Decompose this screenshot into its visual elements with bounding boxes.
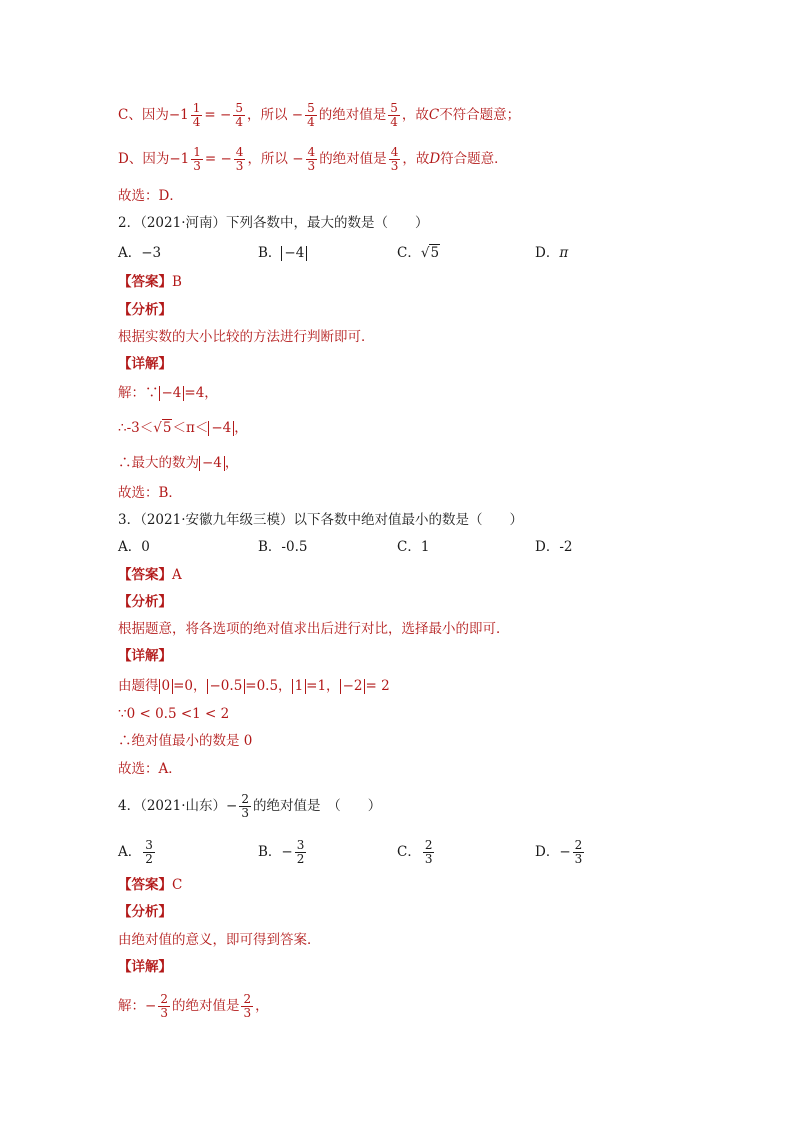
q3-step-2: ∵0 < 0.5 <1 < 2 [118, 706, 230, 722]
q3-detail-tag: 【详解】 [118, 648, 172, 664]
q2-analysis: 根据实数的大小比较的方法进行判断即可． [118, 329, 375, 345]
q2-step-3: ∴最大的数为 −4 ， [118, 455, 239, 471]
fraction: $\frac{4}{3}$ [235, 145, 244, 173]
q2-choice: 故选：B． [118, 485, 182, 501]
option-c-explanation: C、因为−1 $\frac{1}{4}$ = − $\frac{5}{4}$ ，所以 − $\frac{5}{4}$ 的绝对值是 $\frac{5}{4}$ ，故C不符合题意； [118, 101, 521, 129]
q4-option-c: C． $\frac{2}{3}$ [397, 838, 433, 866]
q2-option-a: A．−3 [118, 245, 162, 261]
fraction: $\frac{4}{3}$ [390, 145, 399, 173]
fraction: $\frac{5}{4}$ [390, 101, 398, 129]
q4-detail-tag: 【详解】 [118, 959, 172, 975]
fraction: $\frac{5}{4}$ [307, 101, 315, 129]
question-3-stem: 3．（2021·安徽九年级三模）以下各数中绝对值最小的数是（ ） [118, 512, 523, 528]
q4-step-1: 解：− $\frac{2}{3}$ 的绝对值是 $\frac{2}{3}$ ， [118, 992, 269, 1020]
fraction: $\frac{1}{4}$ [192, 101, 201, 129]
q3-option-a: A．0 [118, 539, 150, 555]
fraction: $\frac{5}{4}$ [235, 101, 243, 129]
q2-step-1: 解：∵ −4 =4， [118, 385, 218, 401]
q3-option-b: B．-0.5 [258, 539, 308, 555]
q4-analysis: 由绝对值的意义，即可得到答案． [118, 932, 321, 948]
q2-answer: 【答案】B [118, 274, 182, 290]
question-2-stem: 2．（2021·河南）下列各数中，最大的数是（ ） [118, 215, 429, 231]
q3-option-c: C．1 [397, 539, 430, 555]
q4-option-b: B．− $\frac{3}{2}$ [258, 838, 305, 866]
fraction: $\frac{2}{3}$ [241, 792, 249, 820]
q2-option-b: B． −4 [258, 243, 307, 263]
q4-option-d: D．− $\frac{2}{3}$ [535, 838, 583, 866]
q3-analysis-tag: 【分析】 [118, 594, 172, 610]
fraction: $\frac{1}{3}$ [193, 145, 201, 173]
q2-detail-tag: 【详解】 [118, 356, 172, 372]
q3-option-d: D．-2 [535, 539, 573, 555]
q2-option-d: D．π [535, 245, 569, 261]
prev-choice: 故选：D． [118, 188, 183, 204]
q2-option-c: C．√5 [397, 245, 440, 261]
q4-option-a: A． $\frac{3}{2}$ [118, 838, 153, 866]
q4-analysis-tag: 【分析】 [118, 904, 172, 920]
q4-answer: 【答案】C [118, 877, 183, 893]
q3-answer: 【答案】A [118, 567, 182, 583]
q3-analysis: 根据题意，将各选项的绝对值求出后进行对比，选择最小的即可． [118, 621, 510, 637]
question-4-stem: 4．（2021·山东）− $\frac{2}{3}$ 的绝对值是 （ ） [118, 792, 382, 820]
text: C、因为 [118, 107, 169, 123]
q3-step-3: ∴绝对值最小的数是 0 [118, 733, 253, 749]
q2-step-2: ∴-3＜√5＜π＜ −4 ， [118, 420, 248, 436]
fraction: $\frac{4}{3}$ [307, 145, 316, 173]
q2-analysis-tag: 【分析】 [118, 302, 172, 318]
q3-choice: 故选：A． [118, 761, 182, 777]
option-d-explanation: D、因为−1 $\frac{1}{3}$ = − $\frac{4}{3}$ ，所以 − $\frac{4}{3}$ 的绝对值是 $\frac{4}{3}$ ，故D符合题意． [118, 145, 508, 173]
q3-step-1: 由题得 0 =0， −0.5 =0.5， 1 =1， −2 = 2 [118, 678, 390, 694]
